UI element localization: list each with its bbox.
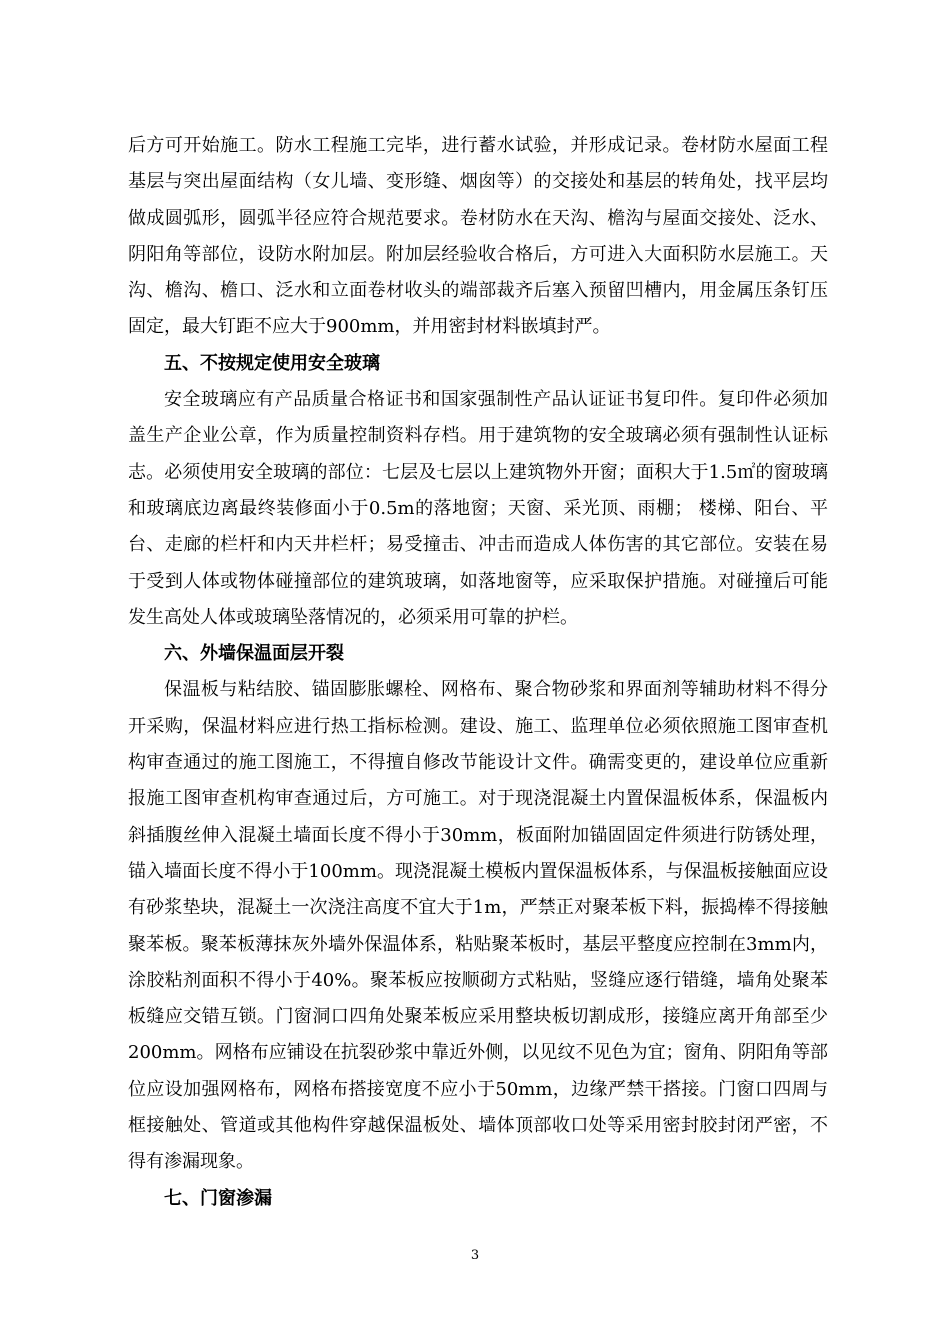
section-heading-7: 七、门窗渗漏 [164, 1187, 272, 1209]
document-body [128, 128, 828, 1217]
paragraph-continuation: 后方可开始施工。防水工程施工完毕，进行蓄水试验，并形成记录。卷材防水屋面工程基层与突出屋面结构（女儿墙、变形缝、烟囱等）的交接处和基层的转角处，找平层均做成圆弧形，圆弧半径应符合规范要求。卷材防水在天沟、檐沟与屋面交接处、泛水、阴阳角等部位，设防水附加层。附加层经验收合格后，方可进入大面积防水层施工。天沟、檐沟、檐口、泛水和立面卷材收头的端部裁齐后塞入预留凹槽内，用金属压条钉压固定，最大钉距不应大于900mm，并用密封材料嵌填封严。 [128, 135, 828, 338]
paragraph-safety-glass: 安全玻璃应有产品质量合格证书和国家强制性产品认证证书复印件。复印件必须加盖生产企业公章，作为质量控制资料存档。用于建筑物的安全玻璃必须有强制性认证标志。必须使用安全玻璃的部位：七层及七层以上建筑物外开窗；面积大于1.5㎡的窗玻璃和玻璃底边离最终装修面小于0.5m的落地窗；天窗、采光顶、雨棚； 楼梯、阳台、平台、走廊的栏杆和内天井栏杆；易受撞击、冲击而造成人体伤害的其它部位。安装在易于受到人体或物体碰撞部位的建筑玻璃，如落地窗等，应采取保护措施。对碰撞后可能发生高处人体或玻璃坠落情况的，必须采用可靠的护栏。 [128, 389, 828, 628]
section-heading-6: 六、外墙保温面层开裂 [164, 643, 344, 665]
page-number: 3 [470, 1248, 480, 1263]
section-heading-5: 五、不按规定使用安全玻璃 [164, 352, 380, 374]
paragraph-insulation: 保温板与粘结胶、锚固膨胀螺栓、网格布、聚合物砂浆和界面剂等辅助材料不得分开采购，保温材料应进行热工指标检测。建设、施工、监理单位必须依照施工图审查机构审查通过的施工图施工，不得擅自修改节能设计文件。确需变更的，建设单位应重新报施工图审查机构审查通过后，方可施工。对于现浇混凝土内置保温板体系，保温板内斜插腹丝伸入混凝土墙面长度不得小于30mm，板面附加锚固固定件须进行防锈处理，锚入墙面长度不得小于100mm。现浇混凝土模板内置保温板体系，与保温板接触面应设有砂浆垫块，混凝土一次浇注高度不宜大于1m，严禁正对聚苯板下料，振捣棒不得接触聚苯板。聚苯板薄抹灰外墙外保温体系，粘贴聚苯板时，基层平整度应控制在3mm内，涂胶粘剂面积不得小于40%。聚苯板应按顺砌方式粘贴，竖缝应逐行错缝，墙角处聚苯板缝应交错互锁。门窗洞口四角处聚苯板应采用整块板切割成形，接缝应离开角部至少200mm。网格布应铺设在抗裂砂浆中靠近外侧，以见纹不见色为宜；窗角、阴阳角等部位应设加强网格布，网格布搭接宽度不应小于50mm，边缘严禁干搭接。门窗口四周与框接触处、管道或其他构件穿越保温板处、墙体顶部收口处等采用密封胶封闭严密，不得有渗漏现象。 [128, 679, 828, 1173]
